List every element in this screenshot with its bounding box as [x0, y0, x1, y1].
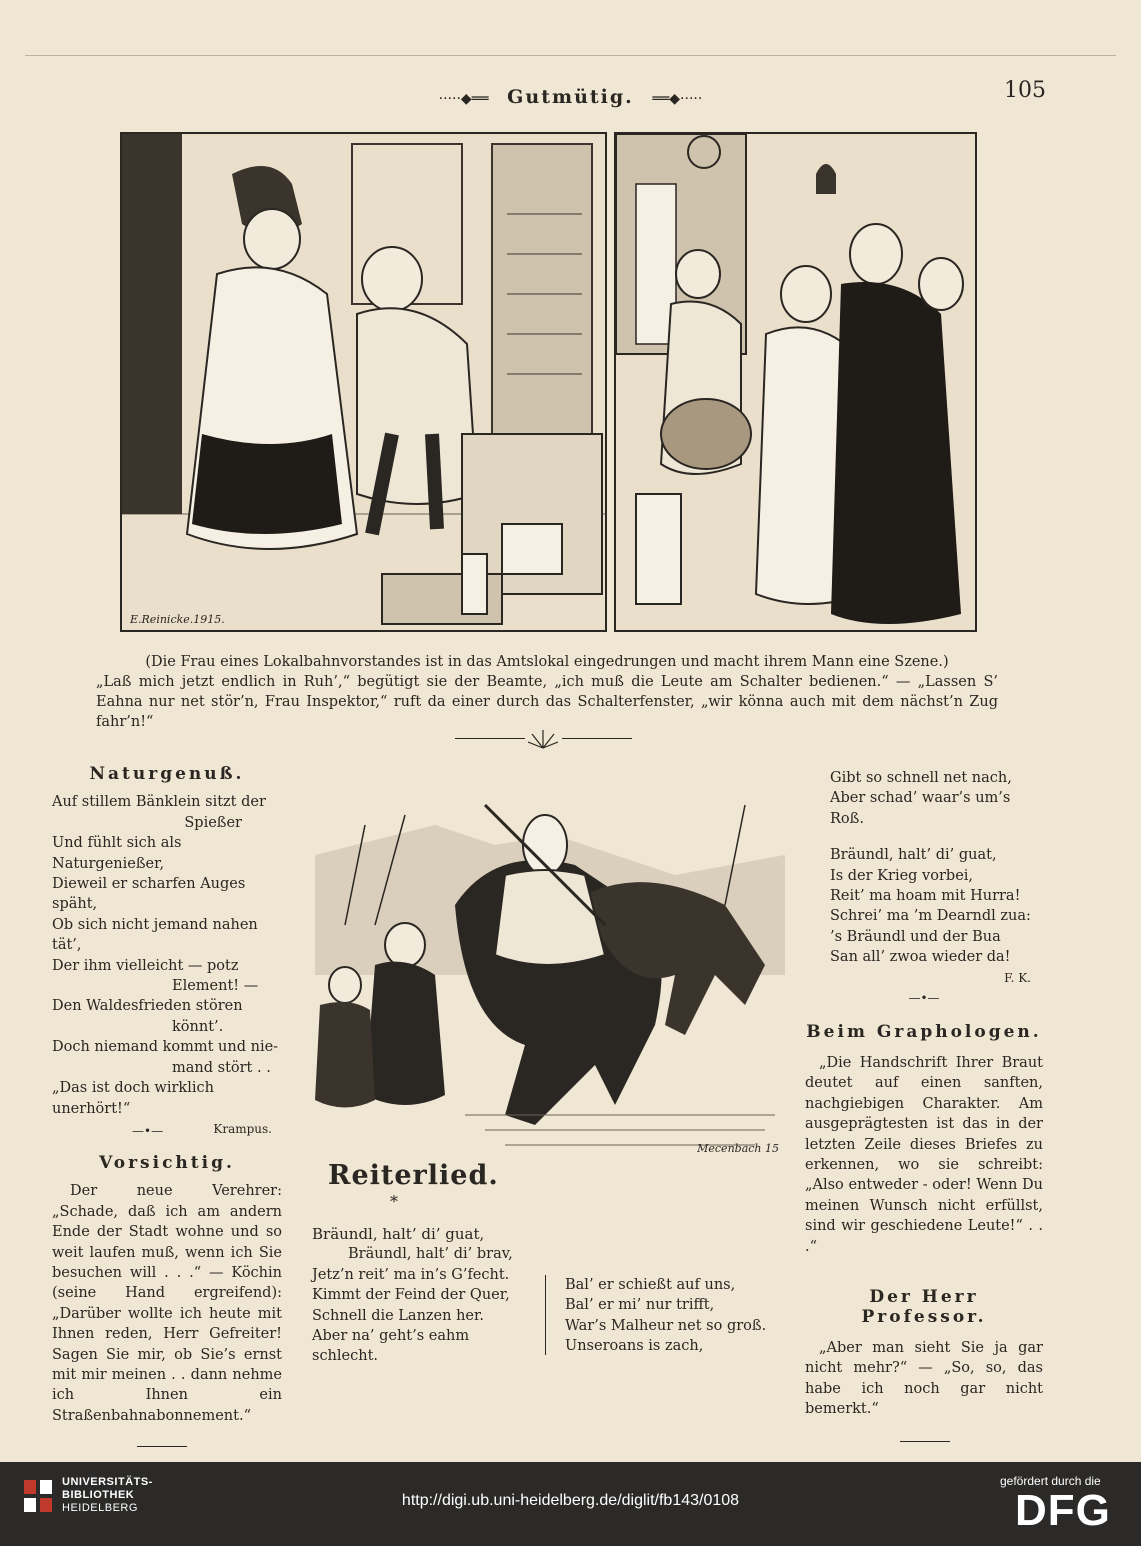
- section-divider-left: [455, 738, 525, 739]
- poem-line: Und fühlt sich als Naturgenießer,: [52, 835, 182, 872]
- cartoon-office-scene: [122, 134, 605, 630]
- page-header: [0, 86, 1141, 108]
- poem-line: Den Waldesfrieden stören: [52, 998, 243, 1015]
- caption-dialogue: „Laß mich jetzt endlich in Ruh’,“ begütigt sie der Beamte, „ich muß die Leute am Schalter bedienen.“ — „Lassen S’ Eahna nur net stör’n, Frau Inspektor,“ ruft da einer durch das Schalterfenster, „wir könna auch mit dem nächst’n Zug fahr’n!“: [96, 674, 998, 730]
- poem-line: Bal’ er mi’ nur trifft,: [565, 1297, 715, 1314]
- poem-line: Is der Krieg vorbei,: [830, 867, 974, 884]
- library-line: BIBLIOTHEK: [62, 1489, 135, 1501]
- professor-title: Der Herr Professor.: [861, 1286, 987, 1328]
- library-line: UNIVERSITÄTS-: [62, 1476, 153, 1488]
- poem-line: „Das ist doch wirklich unerhört!“: [52, 1080, 214, 1117]
- funding-note: gefördert durch die: [1000, 1474, 1101, 1488]
- header-ornament-right: ══◆·····: [652, 91, 703, 107]
- reiterlied-stanza-1: [312, 1224, 532, 1367]
- reiterlied-author: F. K.: [1004, 970, 1031, 985]
- poem-line: Bräundl, halt’ di’ guat,: [312, 1225, 485, 1243]
- cartoon-panel-left: [120, 132, 607, 632]
- poem-line: Bräundl, halt’ di’ guat,: [830, 847, 997, 864]
- illustration-signature: Mecenbach 15: [697, 1142, 779, 1155]
- poem-line: Auf stillem Bänklein sitzt der: [52, 794, 266, 811]
- caption-scene-note: (Die Frau eines Lokalbahnvorstandes ist in das Amtslokal eingedrungen und macht ihrem Mann eine Szene.): [145, 654, 949, 670]
- graphologe-text: „Die Handschrift Ihrer Braut deutet auf einen sanften, nachgiebigen Charakter. Am ausgeprägtesten ist das in der letzten Zeile dieses Briefes zu erkennen, wo sie schreibt: „Also entweder - oder! Wenn Du meinen Wunsch nicht erfüllst, sind wir geschiedene Leute!“ . . .“: [805, 1054, 1043, 1255]
- column-end-rule: [137, 1446, 187, 1447]
- separator-mark: —•—: [132, 1123, 164, 1138]
- vorsichtig-text: Der neue Verehrer: „Schade, daß ich am andern Ende der Stadt wohne und so weit laufen muß, wenn ich Sie besuchen will . . .“ — Köchin (seine Hand ergreifend): „Darüber wollte ich heute mit Ihnen reden, Herr Gefreiter! Sagen Sie mir, ob Sie’s ernst mit mir meinen . . dann nehme ich Ihnen ein Straßenbahnabonnement.“: [52, 1183, 282, 1424]
- cartoon-signature: E.Reinicke.1915.: [130, 613, 225, 626]
- naturgenuss-footer: [52, 1119, 282, 1139]
- header-ornament-left: ·····◆══: [438, 91, 489, 107]
- poem-line: Aber schad’ waar’s um’s Roß.: [830, 790, 1011, 827]
- poem-line: Spießer: [184, 814, 242, 831]
- poem-line: Dieweil er scharfen Auges späht,: [52, 876, 246, 913]
- cartoon-ticket-window-scene: [616, 134, 975, 630]
- poem-line: könnt’.: [172, 1018, 224, 1035]
- header-title: Gutmütig.: [507, 86, 634, 108]
- poem-line: Kimmt der Feind der Quer,: [312, 1287, 510, 1304]
- poem-line: Unseroans is zach,: [565, 1338, 704, 1355]
- cartoon-panel-right: [614, 132, 977, 632]
- poem-line: Element! —: [172, 978, 259, 995]
- poem-line: Doch niemand kommt und nie-: [52, 1039, 279, 1056]
- poem-line: Gibt so schnell net nach,: [830, 770, 1012, 786]
- reiterlied-title: Reiterlied.: [328, 1160, 499, 1191]
- naturgenuss-title: Naturgenuß.: [89, 764, 245, 784]
- page-number: 105: [1004, 78, 1046, 103]
- poem-line: Aber na’ geht’s eahm schlecht.: [312, 1328, 470, 1365]
- poem-line: Der ihm vielleicht — potz: [52, 957, 239, 974]
- poem-line: mand stört . .: [172, 1059, 271, 1076]
- poem-line: War’s Malheur net so groß.: [565, 1317, 767, 1334]
- cavalry-drawing: [305, 785, 785, 1163]
- stanza-column-rule: [545, 1275, 546, 1355]
- right-column: [805, 768, 1043, 1442]
- naturgenuss-author: Krampus.: [213, 1121, 272, 1136]
- graphologe-title: Beim Graphologen.: [806, 1022, 1042, 1043]
- poem-line: ’s Bräundl und der Bua: [830, 928, 1001, 945]
- poem-line: Reit’ ma hoam mit Hurra!: [830, 888, 1021, 905]
- section-divider-right: [562, 738, 632, 739]
- poem-line: San all’ zwoa wieder da!: [830, 949, 1011, 966]
- left-column: [52, 764, 282, 1447]
- poem-line: Ob sich nicht jemand nahen tät’,: [52, 916, 258, 954]
- naturgenuss-poem: [52, 792, 282, 1119]
- digitization-footer: [0, 1462, 1141, 1546]
- reiterlied-stanza-3: [805, 768, 1043, 829]
- separator-mark: —•—: [908, 991, 940, 1006]
- poem-line: Schrei’ ma ’m Dearndl zua:: [830, 908, 1031, 925]
- poem-line: Jetz’n reit’ ma in’s G’fecht.: [312, 1266, 510, 1283]
- poem-line: Bal’ er schießt auf uns,: [565, 1277, 736, 1293]
- vorsichtig-title: Vorsichtig.: [99, 1152, 235, 1173]
- library-line: HEIDELBERG: [62, 1502, 138, 1514]
- poem-line: Schnell die Lanzen her.: [312, 1307, 484, 1324]
- reiterlied-stanza-4: [805, 845, 1043, 967]
- cartoon-caption: [96, 652, 998, 732]
- permalink[interactable]: http://digi.ub.uni-heidelberg.de/diglit/fb143/0108: [401, 1492, 740, 1509]
- poem-line: Bräundl, halt’ di’ brav,: [348, 1246, 513, 1263]
- sunburst-ornament-icon: [528, 728, 558, 750]
- reiterlied-star: *: [390, 1192, 398, 1211]
- cavalry-illustration: [305, 785, 785, 1163]
- column-end-rule: [900, 1441, 950, 1442]
- professor-text: „Aber man sieht Sie ja gar nicht mehr?“ — „So, so, das habe ich noch gar nicht bemerkt.“: [805, 1339, 1043, 1417]
- reiterlied-stanza-2: [565, 1275, 785, 1357]
- dfg-logo: DFG: [1015, 1486, 1111, 1535]
